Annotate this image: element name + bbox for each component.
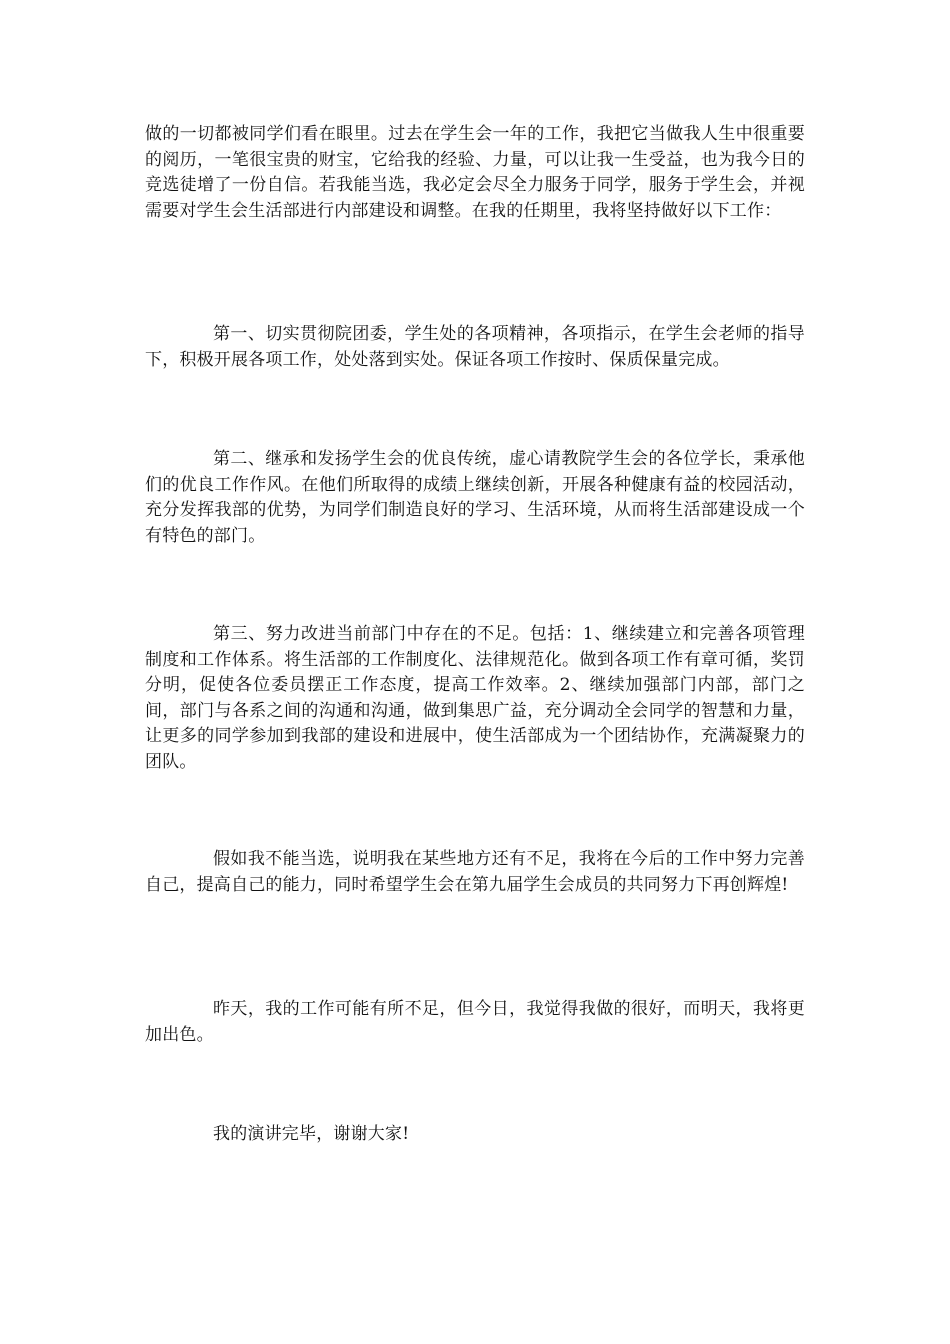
paragraph-point-two: 第二、继承和发扬学生会的优良传统，虚心请教院学生会的各位学长，秉承他们的优良工作作风。在他们所取得的成绩上继续创新，开展各种健康有益的校园活动，充分发挥我部的优势，为同学们制造良好的学习、生活环境，从而将生活部建设成一个有特色的部门。 (145, 449, 805, 546)
paragraph-point-one: 第一、切实贯彻院团委，学生处的各项精神，各项指示，在学生会老师的指导下，积极开展各项工作，处处落到实处。保证各项工作按时、保质保量完成。 (145, 324, 805, 370)
paragraph-if-not-elected: 假如我不能当选，说明我在某些地方还有不足，我将在今后的工作中努力完善自己，提高自己的能力，同时希望学生会在第九届学生会成员的共同努力下再创辉煌! (145, 849, 805, 895)
paragraph-point-three: 第三、努力改进当前部门中存在的不足。包括：1、继续建立和完善各项管理制度和工作体系。将生活部的工作制度化、法律规范化。做到各项工作有章可循，奖罚分明，促使各位委员摆正工作态度，提高工作效率。2、继续加强部门内部，部门之间，部门与各系之间的沟通和沟通，做到集思广益，充分调动全会同学的智慧和力量，让更多的同学参加到我部的建设和进展中，使生活部成为一个团结协作，充满凝聚力的团队。 (145, 624, 805, 772)
paragraph-yesterday-today-tomorrow: 昨天，我的工作可能有所不足，但今日，我觉得我做的很好，而明天，我将更加出色。 (145, 999, 805, 1045)
paragraph-closing-thanks: 我的演讲完毕，谢谢大家! (213, 1124, 410, 1144)
paragraph-intro-continuation: 做的一切都被同学们看在眼里。过去在学生会一年的工作，我把它当做我人生中很重要的阅历，一笔很宝贵的财宝，它给我的经验、力量，可以让我一生受益，也为我今日的竞选徒增了一份自信。若我能当选，我必定会尽全力服务于同学，服务于学生会，并视需要对学生会生活部进行内部建设和调整。在我的任期里，我将坚持做好以下工作： (145, 124, 805, 221)
